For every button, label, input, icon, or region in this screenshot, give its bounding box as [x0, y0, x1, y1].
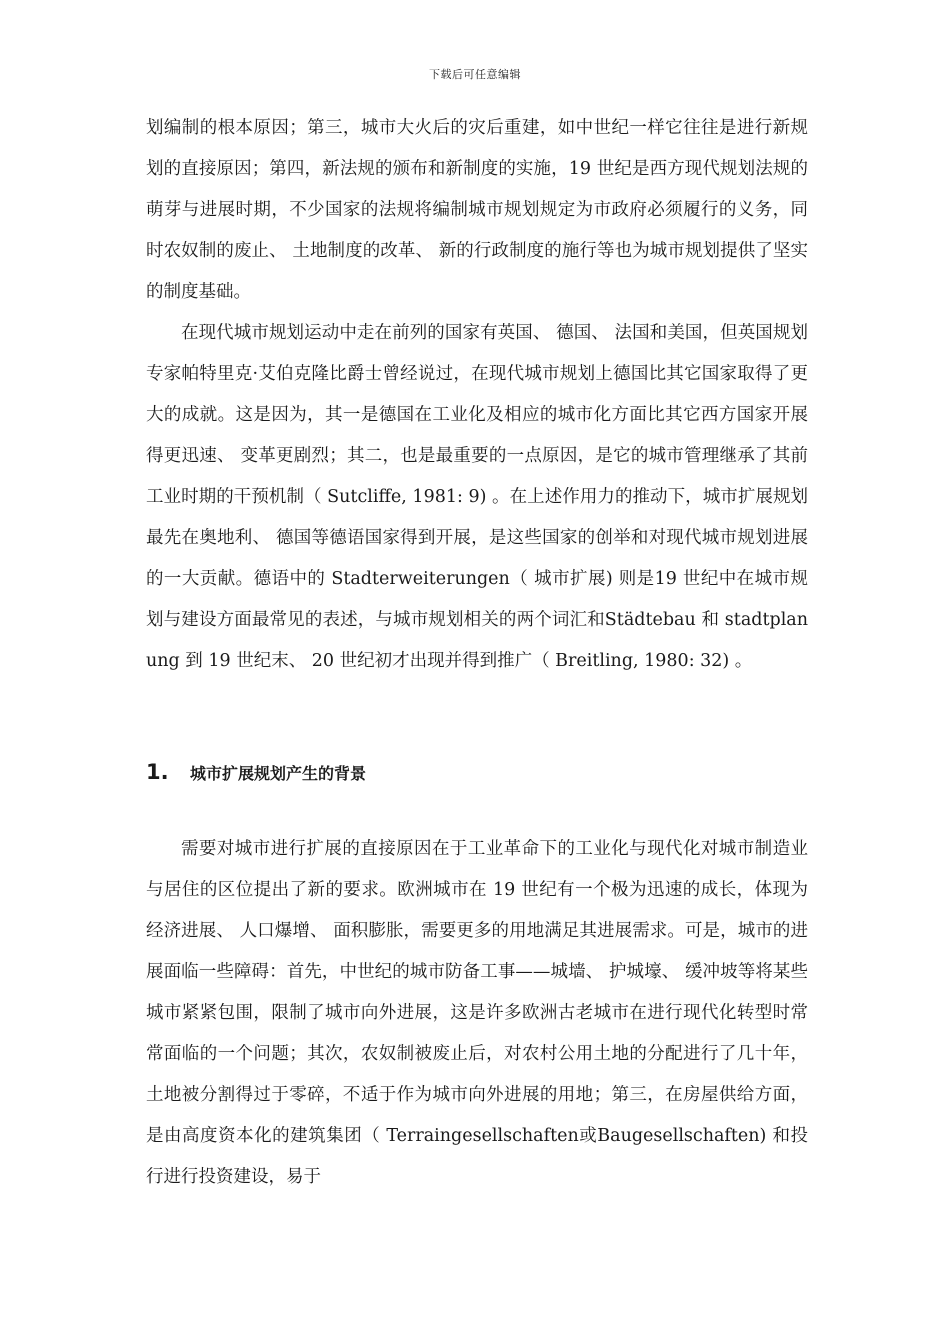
section-heading — [146, 760, 808, 784]
body-text — [146, 108, 808, 682]
page-header: 下载后可任意编辑 — [429, 68, 521, 81]
section-number: 1. — [146, 760, 169, 784]
body-paragraph-2: 在现代城市规划运动中走在前列的国家有英国、 德国、 法国和美国，但英国规划专家帕特里克·艾伯克隆比爵士曾经说过，在现代城市规划上德国比其它国家取得了更大的成就。这是因为，其一是德国在工业化及相应的城市化方面比其它西方国家开展得更迅速、 变革更剧烈；其二，也是最重要的一点原因，是它的城市管理继承了其前工业时期的干预机制（ Sutcliffe, 1981: 9) 。在上述作用力的推动下，城市扩展规划最先在奥地利、 德国等德语国家得到开展，是这些国家的创举和对现代城市规划进展的一大贡献。德语中的 Stadterweiterungen（ 城市扩展) 则是19 世纪中在城市规划与建设方面最常见的表述，与城市规划相关的两个词汇和Städtebau 和 stadtplanung 到 19 世纪末、 20 世纪初才出现并得到推广（ Breitling, 1980: 32) 。 — [146, 323, 808, 671]
body-paragraph-1: 划编制的根本原因；第三，城市大火后的灾后重建，如中世纪一样它往往是进行新规划的直接原因；第四，新法规的颁布和新制度的实施，19 世纪是西方现代规划法规的萌芽与进展时期，不少国家的法规将编制城市规划规定为市政府必须履行的义务，同时农奴制的废止、 土地制度的改革、 新的行政制度的施行等也为城市规划提供了坚实的制度基础。 — [146, 118, 808, 302]
section-paragraph-1: 需要对城市进行扩展的直接原因在于工业革命下的工业化与现代化对城市制造业与居住的区位提出了新的要求。欧洲城市在 19 世纪有一个极为迅速的成长，体现为经济进展、 人口爆增、 面积膨胀，需要更多的用地满足其进展需求。可是，城市的进展面临一些障碍：首先，中世纪的城市防备工事——城墙、 护城壕、 缓冲坡等将某些城市紧紧包围，限制了城市向外进展，这是许多欧洲古老城市在进行现代化转型时常常面临的一个问题；其次，农奴制被废止后，对农村公用土地的分配进行了几十年，土地被分割得过于零碎，不适于作为城市向外进展的用地；第三，在房屋供给方面，是由高度资本化的建筑集团（ Terraingesellschaften或Baugesellschaften) 和投行进行投资建设，易于 — [146, 839, 808, 1187]
section-body — [146, 829, 808, 1198]
section-title: 城市扩展规划产生的背景 — [190, 764, 367, 783]
